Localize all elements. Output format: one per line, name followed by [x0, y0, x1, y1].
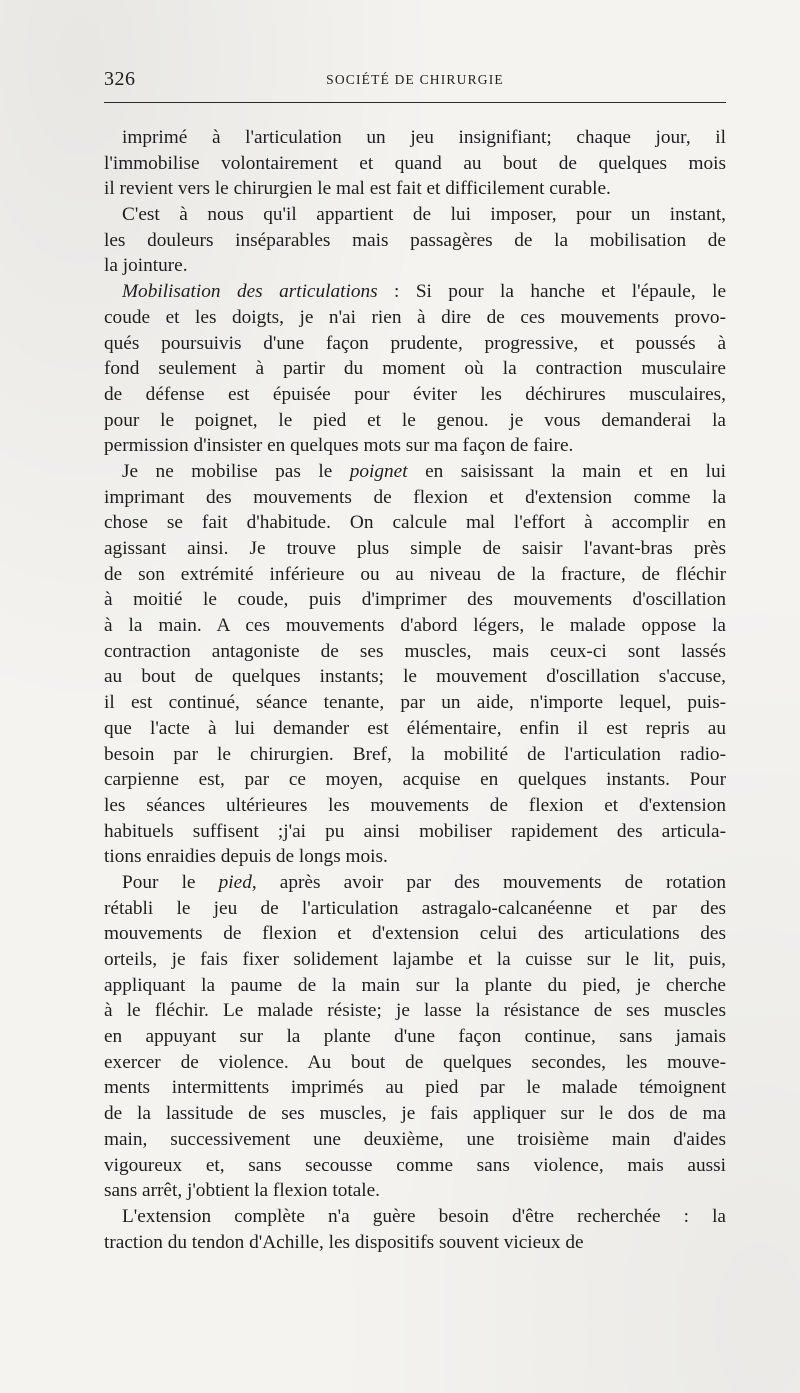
text-line: les séances ultérieures les mouvements de flexion et d'extension	[104, 794, 726, 816]
italic-term: pied	[218, 871, 252, 893]
page-number: 326	[104, 68, 136, 90]
text-line: vigoureux et, sans secousse comme sans violence, mais aussi	[104, 1154, 726, 1176]
text-line: à moitié le coude, puis d'imprimer des mouvements d'oscillation	[104, 589, 726, 611]
body-text	[104, 125, 726, 1255]
text-line: permission d'insister en quelques mots sur ma façon de faire.	[104, 435, 574, 457]
page-header	[104, 66, 726, 92]
text-line: carpienne est, par ce moyen, acquise en quelques instants. Pour	[104, 769, 726, 791]
text-line: orteils, je fais fixer solidement lajambe et la cuisse sur le lit, puis,	[104, 949, 726, 970]
text-line: il revient vers le chirurgien le mal est fait et difficilement curable.	[104, 178, 611, 200]
text-line: ments intermittents imprimés au pied par le malade témoignent	[104, 1077, 726, 1099]
text-line: Pour le pied, après avoir par des mouvements de rotation	[122, 871, 727, 893]
text-line: en appuyant sur la plante d'une façon continue, sans jamais	[104, 1026, 726, 1048]
italic-term: poignet	[349, 460, 408, 482]
text-line: fond seulement à partir du moment où la contraction musculaire	[104, 358, 726, 380]
text-line: qués poursuivis d'une façon prudente, progressive, et poussés à	[104, 332, 726, 354]
running-head: SOCIÉTÉ DE CHIRURGIE	[326, 72, 504, 87]
text-line: à la main. A ces mouvements d'abord légers, le malade oppose la	[104, 615, 726, 637]
text-line: appliquant la paume de la main sur la plante du pied, je cherche	[104, 974, 726, 996]
text-line: les douleurs inséparables mais passagères de la mobilisation de	[104, 229, 726, 251]
text-line: tions enraidies depuis de longs mois.	[104, 846, 388, 868]
text-line: la jointure.	[104, 255, 188, 277]
italic-term: Mobilisation des articulations	[122, 281, 378, 303]
text-line: de la lassitude de ses muscles, je fais appliquer sur le dos de ma	[104, 1103, 726, 1125]
text-line: agissant ainsi. Je trouve plus simple de saisir l'avant-bras près	[104, 538, 726, 559]
text-line: Mobilisation des articulations : Si pour la hanche et l'épaule, le	[122, 281, 726, 303]
text-line: C'est à nous qu'il appartient de lui imposer, pour un instant,	[122, 204, 726, 226]
text-line: Je ne mobilise pas le poignet en saisissant la main et en lui	[122, 460, 727, 482]
text-line: main, successivement une deuxième, une troisième main d'aides	[104, 1128, 726, 1150]
text-line: que l'acte à lui demander est élémentaire, enfin il est repris au	[104, 717, 726, 739]
text-line: habituels suffisent ;j'ai pu ainsi mobiliser rapidement des articula-	[104, 820, 726, 842]
text-line: exercer de violence. Au bout de quelques secondes, les mouve-	[104, 1051, 726, 1073]
text-line: L'extension complète n'a guère besoin d'être recherchée : la	[122, 1205, 726, 1227]
text-line: chose se fait d'habitude. On calcule mal l'effort à accomplir en	[104, 512, 726, 534]
text-line: imprimant des mouvements de flexion et d'extension comme la	[104, 486, 726, 508]
text-line: mouvements de flexion et d'extension celui des articulations des	[104, 923, 726, 945]
text-line: traction du tendon d'Achille, les dispositifs souvent vicieux de	[104, 1231, 584, 1253]
text-line: à le fléchir. Le malade résiste; je lasse la résistance de ses muscles	[104, 1000, 726, 1022]
text-line: pour le poignet, le pied et le genou. je vous demanderai la	[104, 409, 726, 431]
text-line: rétabli le jeu de l'articulation astragalo-calcanéenne et par des	[104, 897, 726, 919]
text-line: sans arrêt, j'obtient la flexion totale.	[104, 1180, 381, 1202]
header-rule	[104, 102, 726, 103]
text-line: coude et les doigts, je n'ai rien à dire de ces mouvements provo-	[104, 306, 726, 328]
text-line: de défense est épuisée pour éviter les déchirures musculaires,	[104, 383, 726, 405]
text-line: l'immobilise volontairement et quand au bout de quelques mois	[104, 152, 726, 174]
text-line: au bout de quelques instants; le mouvement d'oscillation s'accuse,	[104, 666, 726, 688]
text-line: imprimé à l'articulation un jeu insignifiant; chaque jour, il	[122, 127, 726, 148]
text-line: contraction antagoniste de ses muscles, mais ceux-ci sont lassés	[104, 640, 726, 662]
text-line: il est continué, séance tenante, par un aide, n'importe lequel, puis-	[104, 692, 726, 714]
text-line: besoin par le chirurgien. Bref, la mobilité de l'articulation radio-	[104, 743, 726, 765]
text-line: de son extrémité inférieure ou au niveau de la fracture, de fléchir	[104, 563, 726, 585]
